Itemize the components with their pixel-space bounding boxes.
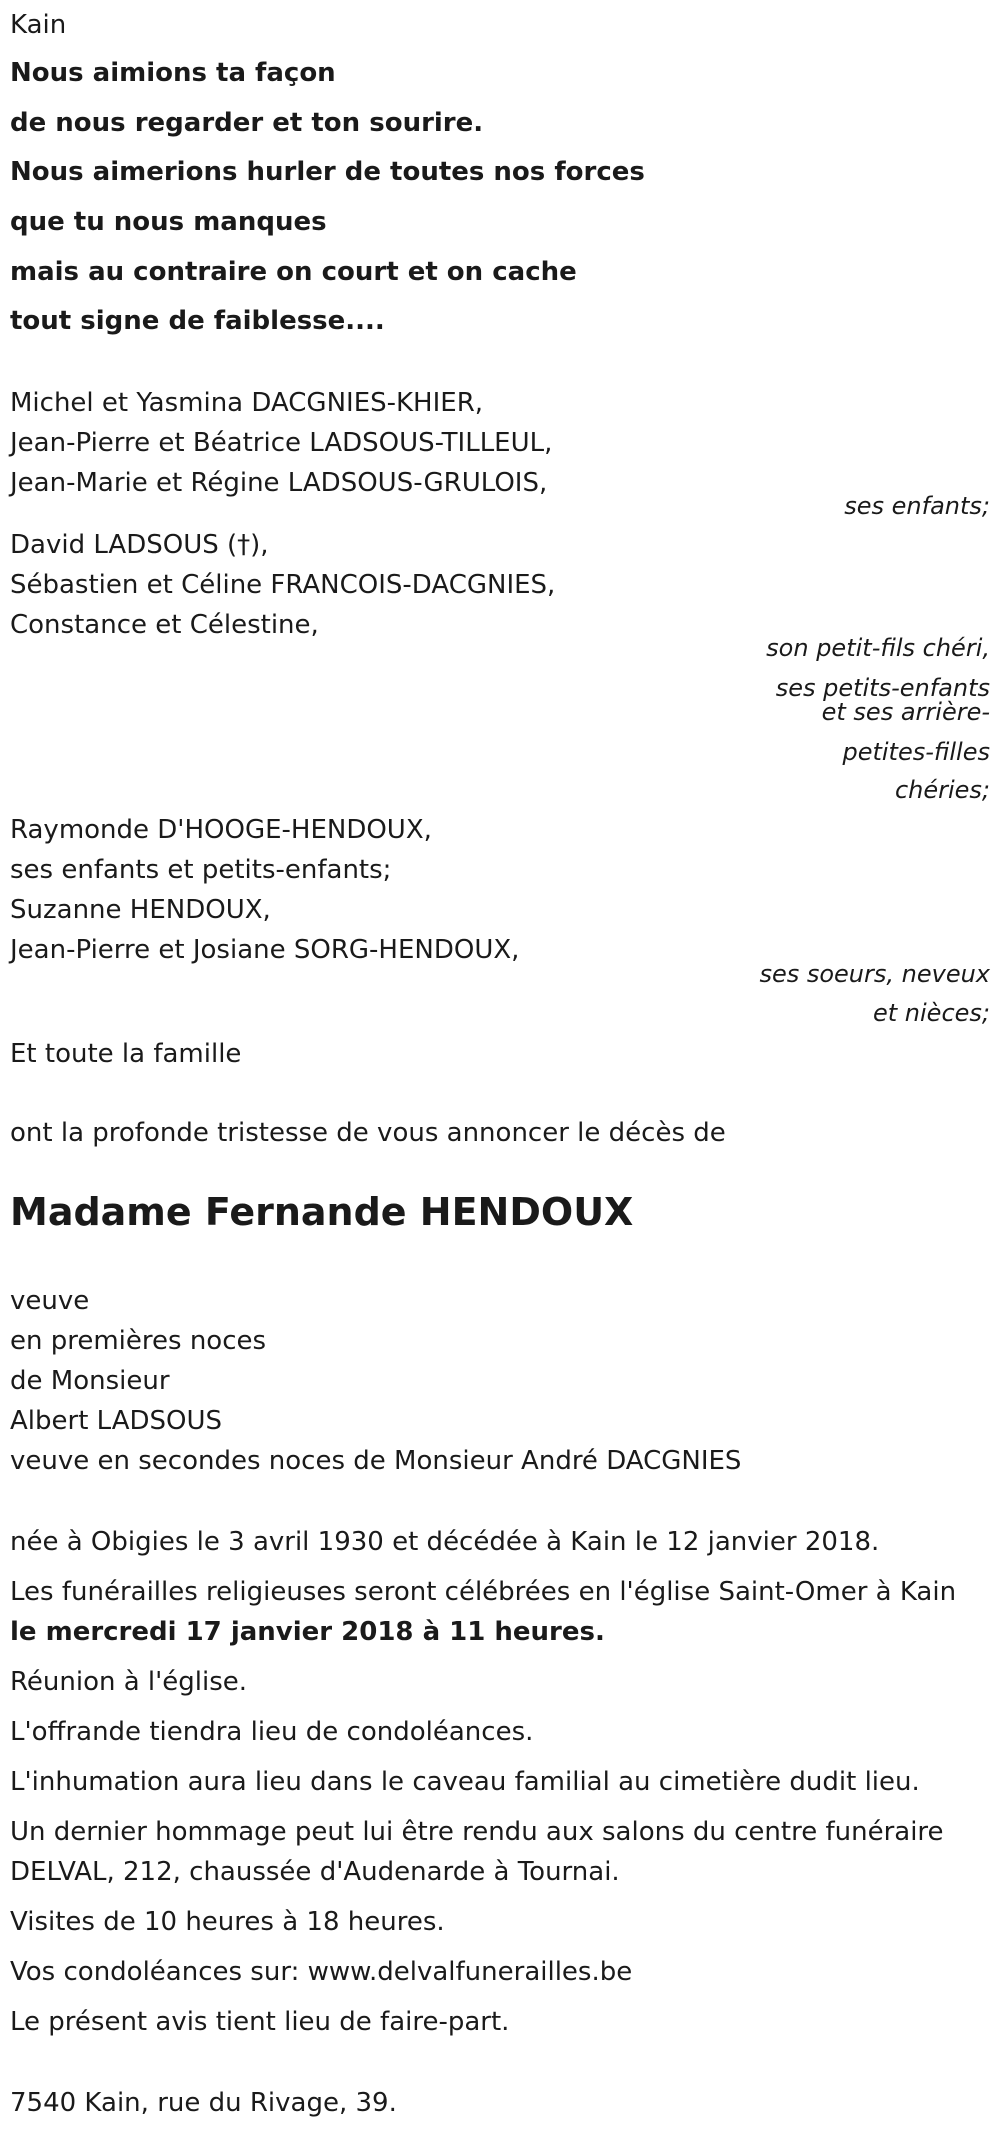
sibling-4: Jean-Pierre et Josiane SORG-HENDOUX,	[10, 935, 520, 965]
sibling-2: ses enfants et petits-enfants;	[10, 855, 392, 885]
sibling-3: Suzanne HENDOUX,	[10, 895, 271, 925]
child-3: Jean-Marie et Régine LADSOUS-GRULOIS,	[10, 468, 548, 498]
tribute-line-2: DELVAL, 212, chaussée d'Audenarde à Tournai.	[10, 1857, 620, 1887]
family: Et toute la famille	[10, 1039, 242, 1069]
address: 7540 Kain, rue du Rivage, 39.	[10, 2088, 397, 2118]
widow-line-4: Albert LADSOUS	[10, 1406, 223, 1436]
deceased-name: Madame Fernande HENDOUX	[10, 1190, 634, 1234]
grandchildren-role-5: chéries;	[894, 776, 990, 804]
funeral-line-2: le mercredi 17 janvier 2018 à 11 heures.	[10, 1617, 605, 1647]
grandchildren-role-4: petites-filles	[842, 738, 990, 766]
poem-line-1: Nous aimions ta façon	[10, 58, 336, 88]
visits: Visites de 10 heures à 18 heures.	[10, 1907, 445, 1937]
notice: Le présent avis tient lieu de faire-part.	[10, 2007, 510, 2037]
child-2: Jean-Pierre et Béatrice LADSOUS-TILLEUL,	[10, 428, 553, 458]
grandchildren-role-3: et ses arrière-	[821, 698, 990, 726]
widow-line-3: de Monsieur	[10, 1366, 170, 1396]
sibling-1: Raymonde D'HOOGE-HENDOUX,	[10, 815, 432, 845]
birth-death: née à Obigies le 3 avril 1930 et décédée à Kain le 12 janvier 2018.	[10, 1527, 880, 1557]
announce: ont la profonde tristesse de vous annoncer le décès de	[10, 1118, 726, 1148]
burial: L'inhumation aura lieu dans le caveau familial au cimetière dudit lieu.	[10, 1767, 920, 1797]
siblings-role-1: ses soeurs, neveux	[759, 960, 990, 988]
widow-line-2: en premières noces	[10, 1326, 267, 1356]
children-role: ses enfants;	[844, 492, 990, 520]
reunion: Réunion à l'église.	[10, 1667, 248, 1697]
tribute-line-1: Un dernier hommage peut lui être rendu aux salons du centre funéraire	[10, 1817, 944, 1847]
poem-line-5: mais au contraire on court et on cache	[10, 257, 577, 287]
poem-line-2: de nous regarder et ton sourire.	[10, 108, 484, 138]
widow-line-1: veuve	[10, 1286, 90, 1316]
funeral-line-1: Les funérailles religieuses seront célébrées en l'église Saint-Omer à Kain	[10, 1577, 957, 1607]
widow-line-5: veuve en secondes noces de Monsieur André DACGNIES	[10, 1446, 742, 1476]
grandchild-2: Sébastien et Céline FRANCOIS-DACGNIES,	[10, 570, 556, 600]
location: Kain	[10, 10, 67, 40]
offering: L'offrande tiendra lieu de condoléances.	[10, 1717, 534, 1747]
grandchild-3: Constance et Célestine,	[10, 610, 319, 640]
grandchildren-role-2: ses petits-enfants	[775, 674, 990, 702]
grandchild-1: David LADSOUS (†),	[10, 530, 269, 560]
poem-line-6: tout signe de faiblesse....	[10, 306, 385, 336]
condolences: Vos condoléances sur: www.delvalfunerailles.be	[10, 1957, 633, 1987]
child-1: Michel et Yasmina DACGNIES-KHIER,	[10, 388, 484, 418]
poem-line-4: que tu nous manques	[10, 207, 327, 237]
siblings-role-2: et nièces;	[873, 999, 990, 1027]
grandchildren-role-1: son petit-fils chéri,	[766, 634, 990, 662]
poem-line-3: Nous aimerions hurler de toutes nos forces	[10, 157, 645, 187]
